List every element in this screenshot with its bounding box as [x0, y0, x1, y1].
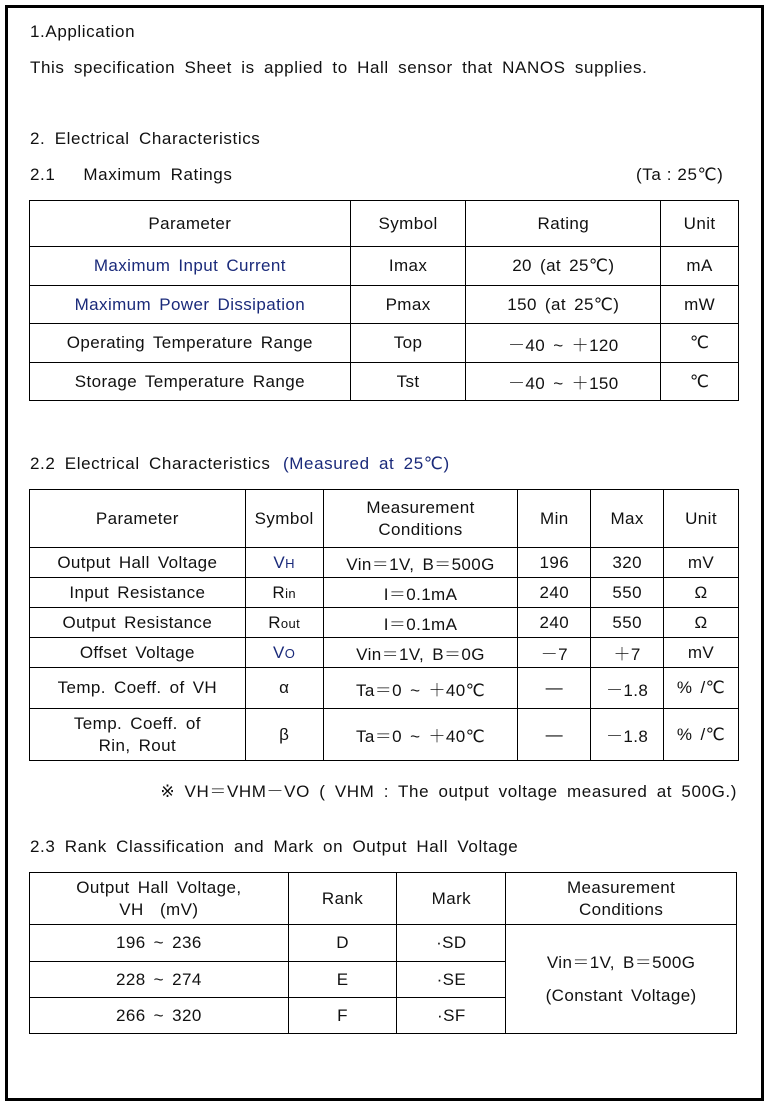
header-voltage-line1: Output Hall Voltage,: [76, 877, 242, 897]
max-ratings-heading: 2.1 Maximum Ratings: [30, 165, 233, 184]
min-cell: 240: [518, 608, 591, 638]
mark-cell: ·SE: [397, 962, 506, 998]
table-row: [30, 324, 739, 363]
parameter-cell: Offset Voltage: [30, 638, 246, 668]
electrical-heading: 2. Electrical Characteristics: [30, 129, 261, 148]
symbol-cell: [245, 668, 323, 709]
symbol-main: V: [273, 642, 285, 662]
table-row: [30, 247, 739, 286]
rank-conditions-cell: [506, 925, 737, 1034]
parameter-line2: Rin, Rout: [98, 735, 177, 755]
mark-cell: ·SD: [397, 925, 506, 962]
header-rating: Rating: [466, 201, 661, 247]
conditions-cell: I＝0.1mA: [323, 578, 518, 608]
range-cell: 266 ~ 320: [30, 998, 289, 1034]
rank-cell: E: [288, 962, 397, 998]
table-row: [30, 286, 739, 324]
header-parameter: Parameter: [30, 490, 246, 548]
symbol-cell: Pmax: [350, 286, 466, 324]
parameter-cell: Maximum Input Current: [30, 247, 351, 286]
max-cell: －1.8: [591, 668, 664, 709]
max-ratings-condition: (Ta : 25℃): [636, 165, 724, 184]
rank-cell: F: [288, 998, 397, 1034]
max-cell: 550: [591, 608, 664, 638]
parameter-cell: Maximum Power Dissipation: [30, 286, 351, 324]
symbol-subscript: O: [284, 645, 296, 661]
symbol-cell: [245, 578, 323, 608]
rank-conditions-line2: (Constant Voltage): [545, 986, 697, 1005]
table-header-row: [30, 201, 739, 247]
symbol-cell: Top: [350, 324, 466, 363]
max-cell: 550: [591, 578, 664, 608]
header-max: Max: [591, 490, 664, 548]
table-row: [30, 578, 739, 608]
parameter-cell: Storage Temperature Range: [30, 363, 351, 401]
elec-char-heading: 2.2 Electrical Characteristics: [30, 454, 271, 473]
rating-cell: 20 (at 25℃): [466, 247, 661, 286]
symbol-subscript: H: [285, 555, 295, 571]
table-row: [30, 638, 739, 668]
max-cell: ＋7: [591, 638, 664, 668]
table-header-row: [30, 873, 737, 925]
mark-cell: ·SF: [397, 998, 506, 1034]
unit-cell: Ω: [664, 578, 739, 608]
parameter-cell: Output Hall Voltage: [30, 548, 246, 578]
header-voltage-line2: VH (mV): [119, 899, 199, 919]
unit-cell: mV: [664, 638, 739, 668]
header-conditions: [506, 873, 737, 925]
header-unit: Unit: [661, 201, 739, 247]
min-cell: －7: [518, 638, 591, 668]
rating-cell: －40 ~ ＋120: [466, 324, 661, 363]
symbol-cell: [245, 709, 323, 761]
parameter-cell: Input Resistance: [30, 578, 246, 608]
range-cell: 228 ~ 274: [30, 962, 289, 998]
unit-cell: Ω: [664, 608, 739, 638]
application-heading: 1.Application: [30, 22, 136, 41]
min-cell: 196: [518, 548, 591, 578]
table-row: [30, 709, 739, 761]
max-cell: 320: [591, 548, 664, 578]
unit-cell: ℃: [661, 324, 739, 363]
max-ratings-table: [29, 200, 739, 401]
header-conditions-line1: Measurement: [566, 877, 676, 897]
rating-cell: 150 (at 25℃): [466, 286, 661, 324]
elec-char-condition: (Measured at 25℃): [283, 454, 450, 473]
table-header-row: [30, 490, 739, 548]
symbol-main: R: [272, 582, 286, 602]
header-voltage: [30, 873, 289, 925]
header-conditions: [323, 490, 518, 548]
symbol-main: R: [268, 612, 281, 632]
parameter-cell: Temp. Coeff. of VH: [30, 668, 246, 709]
parameter-cell: Output Resistance: [30, 608, 246, 638]
unit-cell: mW: [661, 286, 739, 324]
header-min: Min: [518, 490, 591, 548]
rank-table: [29, 872, 737, 1034]
table-row: [30, 608, 739, 638]
symbol-cell: Imax: [350, 247, 466, 286]
elec-char-note: ※ VH＝VHM－VO ( VHM : The output voltage measured at 500G.): [160, 782, 737, 801]
unit-cell: ℃: [661, 363, 739, 401]
rank-conditions-line1: Vin＝1V, B＝500G: [546, 953, 696, 972]
header-symbol: Symbol: [245, 490, 323, 548]
symbol-cell: [245, 638, 323, 668]
max-cell: －1.8: [591, 709, 664, 761]
table-row: [30, 668, 739, 709]
electrical-characteristics-table: [29, 489, 739, 761]
symbol-cell: [245, 608, 323, 638]
unit-cell: % /℃: [664, 709, 739, 761]
symbol-cell: [245, 548, 323, 578]
header-conditions-line1: Measurement: [366, 497, 475, 517]
symbol-subscript: out: [280, 615, 301, 631]
conditions-cell: Vin＝1V, B＝0G: [323, 638, 518, 668]
header-rank: Rank: [288, 873, 397, 925]
range-cell: 196 ~ 236: [30, 925, 289, 962]
header-conditions-line2: Conditions: [378, 519, 463, 539]
table-row: [30, 363, 739, 401]
parameter-line1: Temp. Coeff. of: [73, 713, 201, 733]
min-cell: —: [518, 668, 591, 709]
symbol-subscript: in: [285, 585, 296, 601]
conditions-cell: I＝0.1mA: [323, 608, 518, 638]
header-unit: Unit: [664, 490, 739, 548]
header-conditions-line2: Conditions: [578, 899, 664, 919]
min-cell: 240: [518, 578, 591, 608]
symbol-cell: Tst: [350, 363, 466, 401]
application-body: This specification Sheet is applied to Hall sensor that NANOS supplies.: [30, 58, 648, 77]
min-cell: —: [518, 709, 591, 761]
unit-cell: mA: [661, 247, 739, 286]
rank-cell: D: [288, 925, 397, 962]
rating-cell: －40 ~ ＋150: [466, 363, 661, 401]
conditions-cell: Vin＝1V, B＝500G: [323, 548, 518, 578]
rank-heading: 2.3 Rank Classification and Mark on Output Hall Voltage: [30, 837, 519, 856]
symbol-main: V: [273, 552, 286, 572]
header-parameter: Parameter: [30, 201, 351, 247]
header-symbol: Symbol: [350, 201, 466, 247]
unit-cell: % /℃: [664, 668, 739, 709]
symbol-main: α: [279, 678, 290, 697]
header-mark: Mark: [397, 873, 506, 925]
conditions-cell: Ta＝0 ~ ＋40℃: [323, 709, 518, 761]
symbol-main: β: [279, 724, 290, 744]
table-row: [30, 925, 737, 962]
parameter-cell: [30, 709, 246, 761]
unit-cell: mV: [664, 548, 739, 578]
table-row: [30, 548, 739, 578]
conditions-cell: Ta＝0 ~ ＋40℃: [323, 668, 518, 709]
parameter-cell: Operating Temperature Range: [30, 324, 351, 363]
